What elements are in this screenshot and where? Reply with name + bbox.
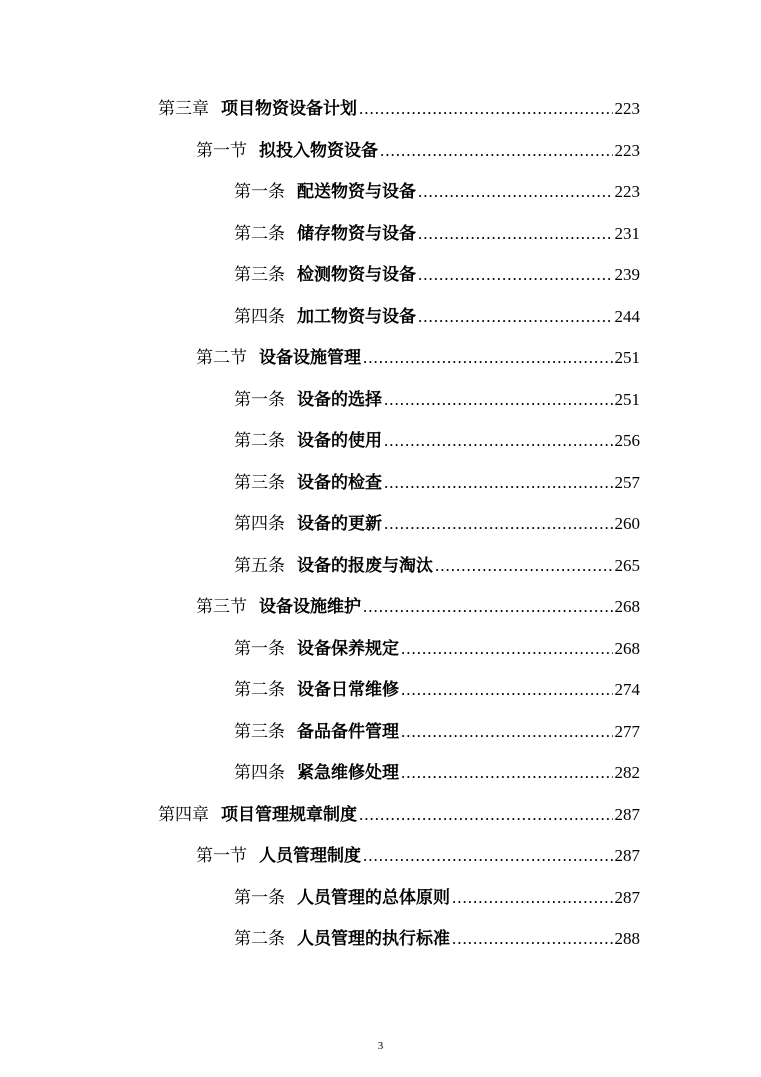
dot-leader bbox=[401, 761, 613, 785]
toc-entry-title: 备品备件管理 bbox=[297, 722, 399, 742]
dot-leader bbox=[384, 512, 613, 536]
toc-entry[interactable] bbox=[158, 97, 640, 121]
dot-leader bbox=[384, 429, 613, 453]
toc-entry[interactable] bbox=[234, 886, 640, 910]
toc-entry[interactable] bbox=[234, 429, 640, 453]
toc-entry-title: 设备保养规定 bbox=[297, 639, 399, 659]
toc-entry-prefix: 第二条 bbox=[234, 224, 285, 244]
toc-entry-title: 设备设施维护 bbox=[259, 597, 361, 617]
toc-entry-page: 287 bbox=[614, 888, 640, 907]
toc-entry-prefix: 第三条 bbox=[234, 722, 285, 742]
toc-entry-prefix: 第三节 bbox=[196, 597, 247, 617]
toc-entry-prefix: 第一条 bbox=[234, 639, 285, 659]
toc-entry-prefix: 第一节 bbox=[196, 846, 247, 866]
toc-entry-prefix: 第三条 bbox=[234, 473, 285, 493]
toc-entry-title: 设备的更新 bbox=[297, 514, 382, 534]
toc-entry-page: 256 bbox=[614, 431, 640, 450]
toc-entry-prefix: 第一条 bbox=[234, 390, 285, 410]
toc-entry-page: 223 bbox=[614, 99, 640, 118]
toc-entry-title: 设备的选择 bbox=[297, 390, 382, 410]
dot-leader bbox=[435, 554, 613, 578]
dot-leader bbox=[359, 803, 613, 827]
toc-entry-prefix: 第五条 bbox=[234, 556, 285, 576]
toc-entry-page: 288 bbox=[614, 929, 640, 948]
toc-entry-page: 231 bbox=[614, 224, 640, 243]
toc-entry[interactable] bbox=[234, 388, 640, 412]
toc-entry-title: 配送物资与设备 bbox=[297, 182, 416, 202]
toc-entry-page: 260 bbox=[614, 514, 640, 533]
toc-entry-title: 人员管理的总体原则 bbox=[297, 888, 450, 908]
toc-entry-page: 287 bbox=[614, 805, 640, 824]
page-number: 3 bbox=[377, 1040, 384, 1052]
dot-leader bbox=[380, 139, 613, 163]
toc-entry[interactable] bbox=[234, 263, 640, 287]
toc-entry-page: 239 bbox=[614, 265, 640, 284]
toc-entry-prefix: 第四条 bbox=[234, 514, 285, 534]
toc-entry[interactable] bbox=[196, 844, 640, 868]
toc-entry[interactable] bbox=[196, 595, 640, 619]
dot-leader bbox=[452, 886, 613, 910]
toc-entry-prefix: 第一条 bbox=[234, 888, 285, 908]
toc-entry[interactable] bbox=[234, 512, 640, 536]
toc-entry-title: 设备的报废与淘汰 bbox=[297, 556, 433, 576]
dot-leader bbox=[363, 346, 613, 370]
toc-entry-page: 223 bbox=[614, 182, 640, 201]
toc-entry-prefix: 第三条 bbox=[234, 265, 285, 285]
toc-entry-title: 项目物资设备计划 bbox=[221, 99, 357, 119]
dot-leader bbox=[401, 678, 613, 702]
toc-entry[interactable] bbox=[196, 346, 640, 370]
toc-entry-title: 项目管理规章制度 bbox=[221, 805, 357, 825]
dot-leader bbox=[452, 927, 613, 951]
toc-entry-title: 加工物资与设备 bbox=[297, 307, 416, 327]
toc-entry-prefix: 第四条 bbox=[234, 307, 285, 327]
dot-leader bbox=[418, 222, 613, 246]
toc-entry-prefix: 第三章 bbox=[158, 99, 209, 119]
toc-entry[interactable] bbox=[158, 803, 640, 827]
toc-entry-page: 265 bbox=[614, 556, 640, 575]
toc-entry-prefix: 第一节 bbox=[196, 141, 247, 161]
toc-entry-page: 274 bbox=[614, 680, 640, 699]
toc-entry-title: 人员管理的执行标准 bbox=[297, 929, 450, 949]
toc-entry[interactable] bbox=[234, 180, 640, 204]
toc-entry-page: 251 bbox=[614, 348, 640, 367]
dot-leader bbox=[359, 97, 613, 121]
dot-leader bbox=[401, 637, 613, 661]
dot-leader bbox=[418, 180, 613, 204]
toc-entry[interactable] bbox=[234, 305, 640, 329]
toc-entry-title: 设备设施管理 bbox=[259, 348, 361, 368]
toc-entry-page: 223 bbox=[614, 141, 640, 160]
toc-entry-title: 紧急维修处理 bbox=[297, 763, 399, 783]
toc-entry[interactable] bbox=[234, 761, 640, 785]
toc-entry-prefix: 第四章 bbox=[158, 805, 209, 825]
toc-entry-page: 251 bbox=[614, 390, 640, 409]
toc-entry-title: 设备的检查 bbox=[297, 473, 382, 493]
toc-entry-title: 拟投入物资设备 bbox=[259, 141, 378, 161]
toc-entry[interactable] bbox=[234, 637, 640, 661]
dot-leader bbox=[401, 720, 613, 744]
toc-entry-prefix: 第二条 bbox=[234, 929, 285, 949]
toc-entry-page: 282 bbox=[614, 763, 640, 782]
toc-entry[interactable] bbox=[196, 139, 640, 163]
toc-entry-prefix: 第四条 bbox=[234, 763, 285, 783]
dot-leader bbox=[384, 471, 613, 495]
toc-entry-title: 设备日常维修 bbox=[297, 680, 399, 700]
toc-entry[interactable] bbox=[234, 927, 640, 951]
toc-entry[interactable] bbox=[234, 720, 640, 744]
dot-leader bbox=[363, 595, 613, 619]
toc-entry-page: 277 bbox=[614, 722, 640, 741]
toc-entry-title: 设备的使用 bbox=[297, 431, 382, 451]
toc-entry-page: 268 bbox=[614, 597, 640, 616]
toc-entry-title: 人员管理制度 bbox=[259, 846, 361, 866]
toc-entry-title: 储存物资与设备 bbox=[297, 224, 416, 244]
toc-entry-title: 检测物资与设备 bbox=[297, 265, 416, 285]
toc-entry-prefix: 第一条 bbox=[234, 182, 285, 202]
dot-leader bbox=[363, 844, 613, 868]
toc-entry[interactable] bbox=[234, 222, 640, 246]
toc-entry-page: 268 bbox=[614, 639, 640, 658]
toc-entry-page: 287 bbox=[614, 846, 640, 865]
toc-entry-prefix: 第二条 bbox=[234, 680, 285, 700]
dot-leader bbox=[384, 388, 613, 412]
toc-entry[interactable] bbox=[234, 471, 640, 495]
toc-entry[interactable] bbox=[234, 554, 640, 578]
dot-leader bbox=[418, 305, 613, 329]
dot-leader bbox=[418, 263, 613, 287]
toc-entry-prefix: 第二节 bbox=[196, 348, 247, 368]
toc-entry-page: 244 bbox=[614, 307, 640, 326]
toc-entry-prefix: 第二条 bbox=[234, 431, 285, 451]
toc-entry-page: 257 bbox=[614, 473, 640, 492]
toc-entry[interactable] bbox=[234, 678, 640, 702]
